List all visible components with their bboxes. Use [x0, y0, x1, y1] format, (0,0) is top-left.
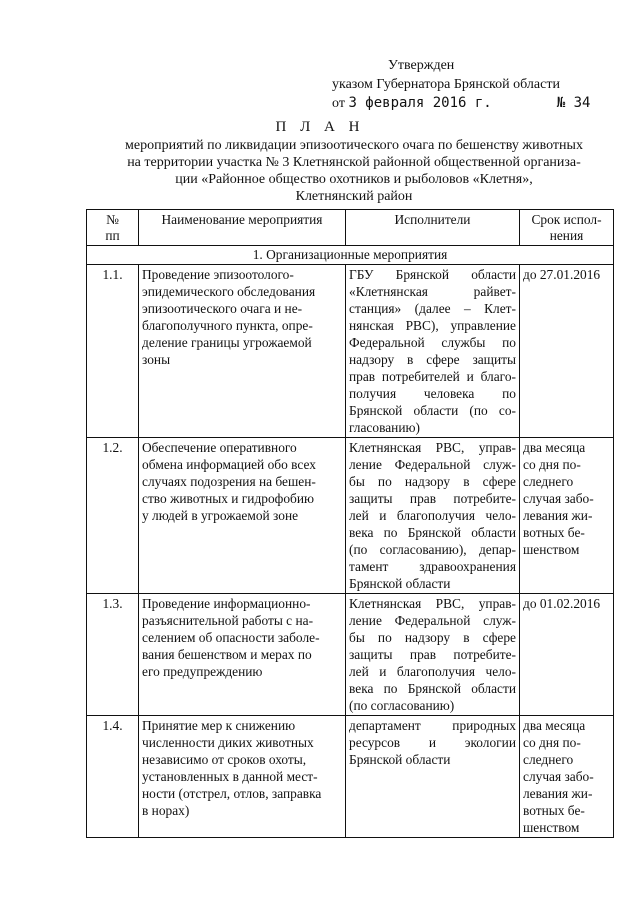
deadline-cell-line: случая забо- — [523, 769, 594, 784]
deadline-cell — [520, 716, 614, 838]
approval-date-line — [332, 94, 590, 113]
executor-cell-line: ГБУ Брянской области — [349, 267, 516, 282]
action-cell-line: эпизоотического очага и не- — [142, 301, 303, 316]
header-num: № пп — [87, 210, 139, 246]
action-cell-line: деление границы угрожаемой — [142, 335, 312, 350]
executor-cell-line: века по Брянской области — [349, 681, 516, 696]
action-cell-line: зоны — [142, 352, 171, 367]
header-name: Наименование мероприятия — [139, 210, 346, 246]
executor-cell-line: бы по надзору в сфере — [349, 474, 516, 489]
subtitle-line: ции «Районное общество охотников и рыболовов «Клетня», — [175, 172, 533, 187]
header-term: Срок испол- нения — [520, 210, 614, 246]
action-cell — [139, 594, 346, 716]
section-row — [87, 246, 614, 265]
row-number: 1.1. — [87, 265, 139, 438]
action-cell-line: численности диких животных — [142, 735, 314, 750]
executor-cell-line: ресурсов и экологии — [349, 735, 516, 750]
executor-cell-line: защиты прав потребите- — [349, 491, 516, 506]
executor-cell-line: бы по надзору в сфере — [349, 630, 516, 645]
approval-date: 3 февраля 2016 г. — [348, 95, 492, 111]
executor-cell — [346, 265, 520, 438]
action-cell-line: ности (отстрел, отлов, заправка — [142, 786, 322, 801]
action-cell-line: его предупреждению — [142, 664, 263, 679]
executor-cell-line: тамент здравоохранения — [349, 559, 516, 574]
deadline-cell-line: со дня по- — [523, 457, 581, 472]
executor-cell-line: станция» (далее – Клет- — [349, 301, 516, 316]
deadline-cell-line: два месяца — [523, 718, 586, 733]
subtitle-line: на территории участка № 3 Клетнянской районной общественной организа- — [127, 155, 581, 170]
action-cell-line: Проведение эпизоотолого- — [142, 267, 294, 282]
deadline-cell — [520, 594, 614, 716]
header-exec: Исполнители — [346, 210, 520, 246]
action-cell — [139, 716, 346, 838]
executor-cell-line: Клетнянская РВС, управ- — [349, 440, 516, 455]
approval-title: Утвержден — [388, 58, 455, 73]
action-cell-line: ство животных и гидрофобию — [142, 491, 315, 506]
approval-date-prefix: от — [332, 96, 345, 111]
deadline-cell-line: вотных бе- — [523, 803, 585, 818]
action-cell — [139, 438, 346, 594]
action-cell-line: Принятие мер к снижению — [142, 718, 296, 733]
deadline-cell-line: шенством — [523, 542, 580, 557]
executor-cell-line: надзору в сфере защиты — [349, 352, 516, 367]
executor-cell-line: департамент природных — [349, 718, 516, 733]
deadline-cell-line: следнего — [523, 474, 574, 489]
action-cell-line: благополучного пункта, опре- — [142, 318, 313, 333]
action-cell-line: разъяснительной работы с на- — [142, 613, 314, 628]
subtitle-line: Клетнянский район — [295, 189, 413, 204]
executor-cell — [346, 594, 520, 716]
action-cell-line: в норах) — [142, 803, 190, 818]
executor-cell-line: Брянской области — [349, 576, 451, 591]
document-title: П Л А Н — [275, 119, 365, 135]
section-title: 1. Организационные мероприятия — [87, 246, 614, 265]
table-row — [87, 594, 614, 716]
executor-cell-line: (по согласованию), депар- — [349, 542, 516, 557]
document-subtitle — [110, 137, 598, 205]
action-cell-line: эпидемического обследования — [142, 284, 316, 299]
action-cell-line: независимо от сроков охоты, — [142, 752, 307, 767]
approval-decree: указом Губернатора Брянской области — [332, 77, 560, 92]
table-header-row — [87, 210, 614, 246]
executor-cell-line: гласованию) — [349, 420, 420, 435]
deadline-cell-line: со дня по- — [523, 735, 581, 750]
table-row — [87, 265, 614, 438]
approval-number: № 34 — [556, 95, 591, 111]
deadline-cell — [520, 438, 614, 594]
executor-cell-line: защиты прав потребите- — [349, 647, 516, 662]
deadline-cell-line: до 27.01.2016 — [523, 267, 601, 282]
deadline-cell-line: до 01.02.2016 — [523, 596, 601, 611]
deadline-cell-line: два месяца — [523, 440, 586, 455]
action-cell-line: у людей в угрожаемой зоне — [142, 508, 299, 523]
deadline-cell-line: вотных бе- — [523, 525, 585, 540]
executor-cell-line: лей и благополучия чело- — [349, 508, 516, 523]
executor-cell-line: нянская РВС), управление — [349, 318, 516, 333]
row-number: 1.3. — [87, 594, 139, 716]
executor-cell-line: получия человека по — [349, 386, 516, 401]
action-cell-line: Обеспечение оперативного — [142, 440, 297, 455]
executor-cell-line: ление Федеральной служ- — [349, 457, 516, 472]
action-cell — [139, 265, 346, 438]
executor-cell — [346, 716, 520, 838]
table-row — [87, 716, 614, 838]
executor-cell-line: Федеральной службы по — [349, 335, 516, 350]
executor-cell-line: (по согласованию) — [349, 698, 455, 713]
executor-cell — [346, 438, 520, 594]
action-cell-line: установленных в данной мест- — [142, 769, 318, 784]
approval-block — [332, 56, 590, 113]
subtitle-line: мероприятий по ликвидации эпизоотического очага по бешенству животных — [125, 138, 583, 153]
action-cell-line: селением об опасности заболе- — [142, 630, 320, 645]
row-number: 1.4. — [87, 716, 139, 838]
action-cell-line: вания бешенством и мерах по — [142, 647, 312, 662]
deadline-cell-line: шенством — [523, 820, 580, 835]
action-cell-line: Проведение информационно- — [142, 596, 311, 611]
executor-cell-line: века по Брянской области — [349, 525, 516, 540]
deadline-cell-line: левания жи- — [523, 508, 593, 523]
deadline-cell — [520, 265, 614, 438]
deadline-cell-line: следнего — [523, 752, 574, 767]
executor-cell-line: «Клетнянская райвет- — [349, 284, 516, 299]
executor-cell-line: Брянской области (по со- — [349, 403, 516, 418]
deadline-cell-line: случая забо- — [523, 491, 594, 506]
executor-cell-line: Клетнянская РВС, управ- — [349, 596, 516, 611]
executor-cell-line: прав потребителей и благо- — [349, 369, 516, 384]
plan-table — [86, 209, 614, 838]
deadline-cell-line: левания жи- — [523, 786, 593, 801]
table-row — [87, 438, 614, 594]
action-cell-line: обмена информацией обо всех — [142, 457, 316, 472]
executor-cell-line: ление Федеральной служ- — [349, 613, 516, 628]
executor-cell-line: Брянской области — [349, 752, 451, 767]
action-cell-line: случаях подозрения на бешен- — [142, 474, 316, 489]
row-number: 1.2. — [87, 438, 139, 594]
executor-cell-line: лей и благополучия чело- — [349, 664, 516, 679]
